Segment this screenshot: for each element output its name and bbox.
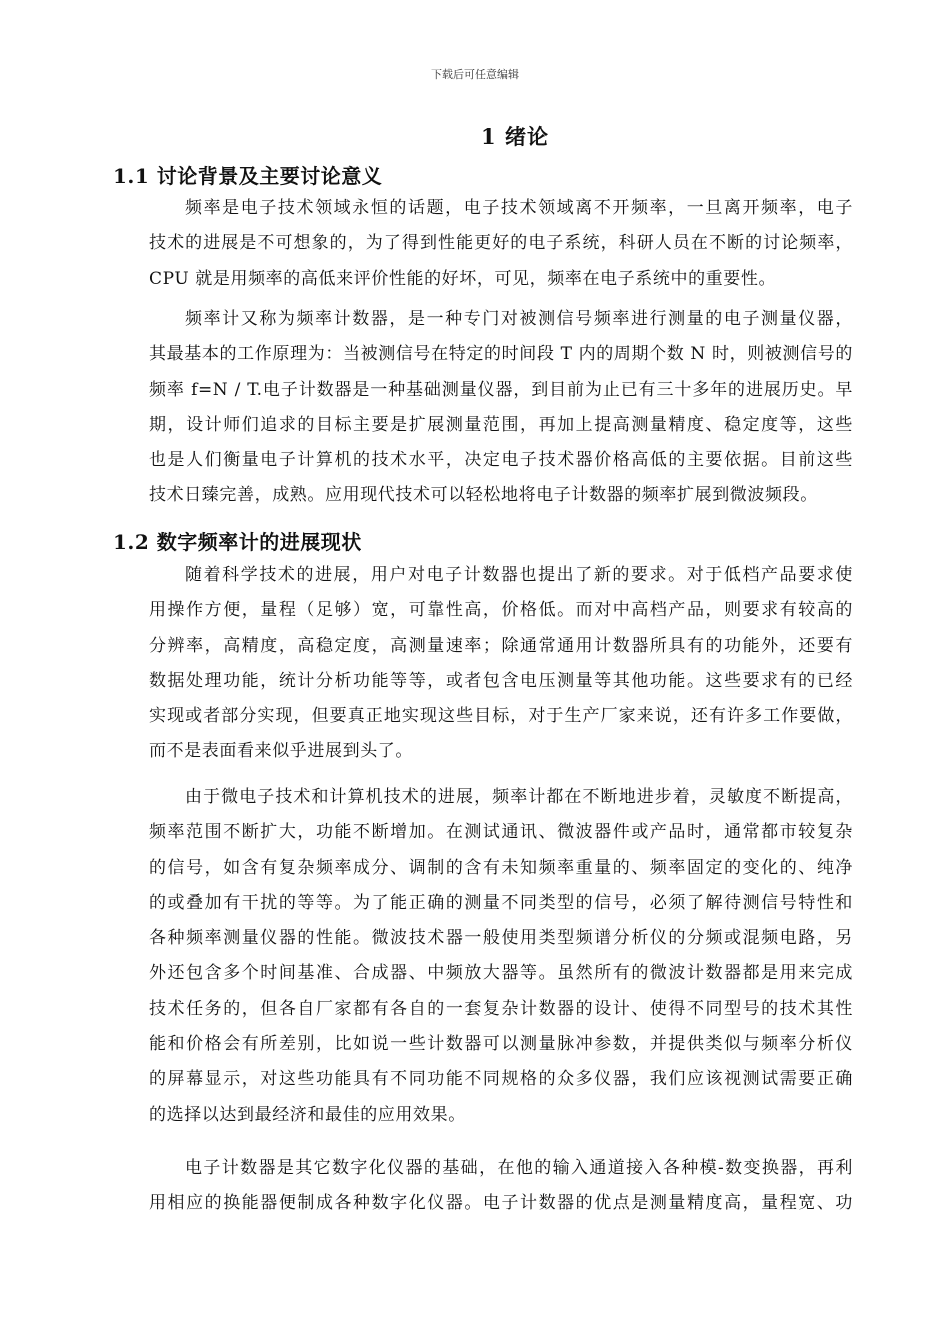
text-line: 期，设计师们追求的目标主要是扩展测量范围，再加上提高测量精度、稳定度等，这些	[149, 414, 853, 435]
paragraph-1-2-b	[113, 780, 853, 1133]
header-note: 下载后可任意编辑	[431, 68, 519, 81]
text-line: 外还包含多个时间基准、合成器、中频放大器等。虽然所有的微波计数器都是用来完成	[149, 963, 853, 984]
text-line: 的或叠加有干扰的等等。为了能正确的测量不同类型的信号，必须了解待测信号特性和	[149, 892, 853, 913]
text-line: 其最基本的工作原理为：当被测信号在特定的时间段 T 内的周期个数 N 时，则被测信号的	[149, 344, 853, 365]
section-heading-1-1: 1.1 讨论背景及主要讨论意义	[113, 164, 383, 188]
text-line: 频率是电子技术领域永恒的话题，电子技术领域离不开频率，一旦离开频率，电子	[185, 198, 853, 218]
text-line: 的屏幕显示，对这些功能具有不同功能不同规格的众多仪器，我们应该视测试需要正确	[149, 1069, 853, 1090]
section-heading-1-2: 1.2 数字频率计的进展现状	[113, 530, 362, 554]
text-line: 也是人们衡量电子计算机的技术水平，决定电子技术器价格高低的主要依据。目前这些	[149, 450, 853, 471]
text-line: 随着科学技术的进展，用户对电子计数器也提出了新的要求。对于低档产品要求使	[185, 565, 853, 585]
text-line: 的选择以达到最经济和最佳的应用效果。	[149, 1104, 466, 1125]
text-line: 频率计又称为频率计数器，是一种专门对被测信号频率进行测量的电子测量仪器，	[185, 309, 853, 329]
paragraph-1-2-a	[113, 558, 853, 770]
paragraph-1-1-a	[113, 191, 853, 297]
text-line: 能和价格会有所差别，比如说一些计数器可以测量脉冲参数，并提供类似与频率分析仪	[149, 1034, 853, 1055]
text-line: 技术的进展是不可想象的，为了得到性能更好的电子系统，科研人员在不断的讨论频率，	[149, 233, 853, 254]
chapter-title: 1 绪论	[481, 124, 549, 149]
text-line: CPU 就是用频率的高低来评价性能的好坏，可见，频率在电子系统中的重要性。	[149, 268, 777, 289]
text-line: 数据处理功能，统计分析功能等等，或者包含电压测量等其他功能。这些要求有的已经	[149, 670, 853, 691]
text-line: 频率范围不断扩大，功能不断增加。在测试通讯、微波器件或产品时，通常都市较复杂	[149, 822, 853, 843]
text-line: 的信号，如含有复杂频率成分、调制的含有未知频率重量的、频率固定的变化的、纯净	[149, 857, 853, 878]
paragraph-1-1-b	[113, 302, 853, 514]
text-line: 分辨率，高精度，高稳定度，高测量速率；除通常通用计数器所具有的功能外，还要有	[149, 635, 853, 656]
text-line: 而不是表面看来似乎进展到头了。	[149, 741, 413, 762]
text-line: 频率 f=N / T.电子计数器是一种基础测量仪器，到目前为止已有三十多年的进展历史。早	[149, 379, 853, 400]
text-line: 技术任务的，但各自厂家都有各自的一套复杂计数器的设计、使得不同型号的技术其性	[149, 998, 853, 1019]
text-line: 实现或者部分实现，但要真正地实现这些目标，对于生产厂家来说，还有许多工作要做，	[149, 706, 853, 727]
text-line: 电子计数器是其它数字化仪器的基础，在他的输入通道接入各种模-数变换器，再利	[185, 1158, 853, 1178]
paragraph-1-2-c	[113, 1151, 853, 1222]
text-line: 用相应的换能器便制成各种数字化仪器。电子计数器的优点是测量精度高，量程宽、功	[149, 1193, 853, 1214]
text-line: 由于微电子技术和计算机技术的进展，频率计都在不断地进步着，灵敏度不断提高，	[185, 787, 853, 807]
text-line: 用操作方便，量程（足够）宽，可靠性高，价格低。而对中高档产品，则要求有较高的	[149, 600, 853, 621]
text-line: 各种频率测量仪器的性能。微波技术器一般使用类型频谱分析仪的分频或混频电路，另	[149, 928, 853, 949]
text-line: 技术日臻完善，成熟。应用现代技术可以轻松地将电子计数器的频率扩展到微波频段。	[149, 485, 818, 506]
